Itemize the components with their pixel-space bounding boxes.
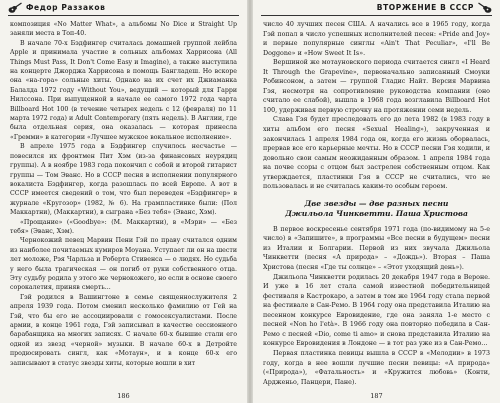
section-subtitle-line: Джильола Чинкветти. Паша Христова (285, 208, 468, 218)
running-head: Федор Раззаков (26, 3, 106, 12)
left-page (0, 0, 247, 403)
paragraph: «Прощание» («Goodbye»: (М. Маккартни), в «Мэри» — «Без тебя» (Эванс, Хэм). (10, 218, 237, 235)
paragraph: Первая пластинка певицы вышла в СССР в «Мелодии» в 1973 году, когда в нее вошли лучшие песни певицы: «А природа» («Природа»), «Фатальность» и «Кружится любовь» (Конти, Ардженьо, Панцери, Пане). (263, 349, 490, 386)
paragraph: Джильола Чинкветти родилась 20 декабря 1947 года в Вероне. И уже в 16 лет стала самой известной победительницей фестиваля в Кастрокаро, а затем в том же 1964 году стала первой на фестивале в Сан-Ремо. В 1964 году она представила Италию на песенном конкурсе Евровидение, где она заняла 1-е место с песней «Non ho l'età». В 1966 году она повторно победила в Сан-Ремо с песней «Dio, come ti amo» и снова представила Италию на конкурсе Евровидения в Лондоне — в тот раз уже из в Сан-Ремо... (263, 273, 490, 348)
paragraph: Гэй родился в Вашингтоне в семье священнослужителя 2 апреля 1939 года. Потом сменил несколько фамилию от Гей на Гэй, что бы его не ассоциировали с гомосексуалистами. После армии, в конце 1961 года, Гэй записывал в качестве сессионного барабанщика на многих записях. С начале 60-х бывшие стали его одной из звезд «черной» музыки. В начале 60-х в Детройте продюсировать сингл, как «Мотаун», и в конце 60-х его записывают в статус звезды хиты, которые вошли в хит (10, 293, 237, 367)
left-page-header (8, 3, 239, 16)
page-number: 187 (370, 392, 383, 400)
paragraph: Вершиной же мотауновского периода считается сингл «I Heard It Through the Grapevine», первоначально записанный Смоуки Робинсоном, а затем — группой Гладис Найт. Версия Марвина Гэя, несмотря на сопротивление руководства компании (оно считало ее слабой), вышла в 1968 года возглавила Billboard Hot 100, удерживая первую строчку на протяжении семи недель. (263, 59, 490, 114)
right-page (253, 0, 500, 403)
paragraph: В первое воскресенье сентября 1971 года (по-видимому на 5-е число) в «Запишите», в программы «Все песни в будущем» песни из Италии и Болгарии. Первой из них звучала Джильола Чинкветти (песня «А природа» – «Дождь»). Вторая – Паша Христова (песня «Где ты солнце» – «Этот уходящий день»). (263, 225, 490, 272)
guitar-icon (478, 2, 492, 14)
left-page-text (10, 20, 237, 368)
paragraph: В апреле 1975 года в Бэдфингер случилось несчастье — повесился их фронтмен Пит Хэм (из-за финансовых неурядиц группы). А в ноябре 1983 года покончил с собой и второй гитарист группы — Том Эванс. Но в СССР песня в исполнении популярного вокалиста Бэдфингер, когда разошлась по всей Европе. А вот в СССР имеется сведений о том, что был переведен «Бэдфингер» в журнале «Кругозор» (1982, № 6). На грампластинке были: (Пол Маккартни), (Маккартни), в сыграна «Без тебя» (Эванс, Хэм). (10, 143, 237, 217)
section-title-line: Две звезды — две разных песни (304, 198, 449, 208)
paragraph: композиция «No Matter What», а альбомы No Dice и Straight Up заняли места в Топ-40. (10, 21, 237, 38)
section-title (263, 199, 490, 219)
right-page-header (261, 3, 492, 16)
running-head: ВТОРЖЕНИЕ В СССР (376, 3, 474, 12)
paragraph: Чернокожий певец Марвин Пени Гэй по праву считался одним из наиболее почитаемых кумиров Моуана. Уступает ли он на шести лет моложе, Рэя Чарльза и Роберта Стивенса — о людях. Но судьба у него была трагическая — он погиб от руки собственного отца. Эту судьбу родила у этого же чернокожего, но если в основе своего сорокалетия, приняв смерть... (10, 237, 237, 292)
right-page-text (263, 20, 490, 387)
guitar-icon (8, 2, 22, 14)
paragraph: Слава Гэя будет преследовать его до лета 1982 (в 1983 году в хиты альбом его песня «Sexual Healing»), закрученная и закончилась 1 апреля 1984 года он, когда его жизнь оборвалась, прервав все его карьерные мечты. Но в СССР песни Гэя ходили, и довольно свои самым неожиданным образом. 1 апреля 1984 года на почве ссоры с отцом был застрелен собственным отцом. Как утверждается, пластинки Гэя в СССР не считались, что не пользовалась и не считалась каким-то особым героем. (263, 116, 490, 191)
paragraph: В начале 70-х Бэдфингер считалась домашней группой лейбла Apple и принимала участие в сольных альбомах Харрисона (All Things Must Pass, It Don't Come Easy и Imagine), а также выступила на концерте Джорджа Харрисона в помощь Бангладеш. Но вскоре она «на-гора» сольные хиты. Однако на их счет их Джиаманка Балалда 1972 году «Without You», ведущий — который для Гарри Нилссона. При выпущенной в начале ее самого 1972 года чарта Billboard Hot 100 (в течение четырех недель с 12 (февраля) по 11 марта 1972 года) и Adult Contemporary (пять недель). В Англии, где была отдельная серия, она оказалась — которая принесла «Гремми» в категории «Лучшее мужское вокальное исполнение». (10, 39, 237, 141)
paragraph: число 40 лучших песен США. А начались все в 1965 году, когда Гэй попал в число успешных исполнителей песен: «Pride and Joy» и первые популярные синглы «Ain't That Peculiar», «I'll Be Doggone» и «How Sweet It Is». (263, 21, 490, 57)
page-number: 186 (117, 392, 130, 400)
